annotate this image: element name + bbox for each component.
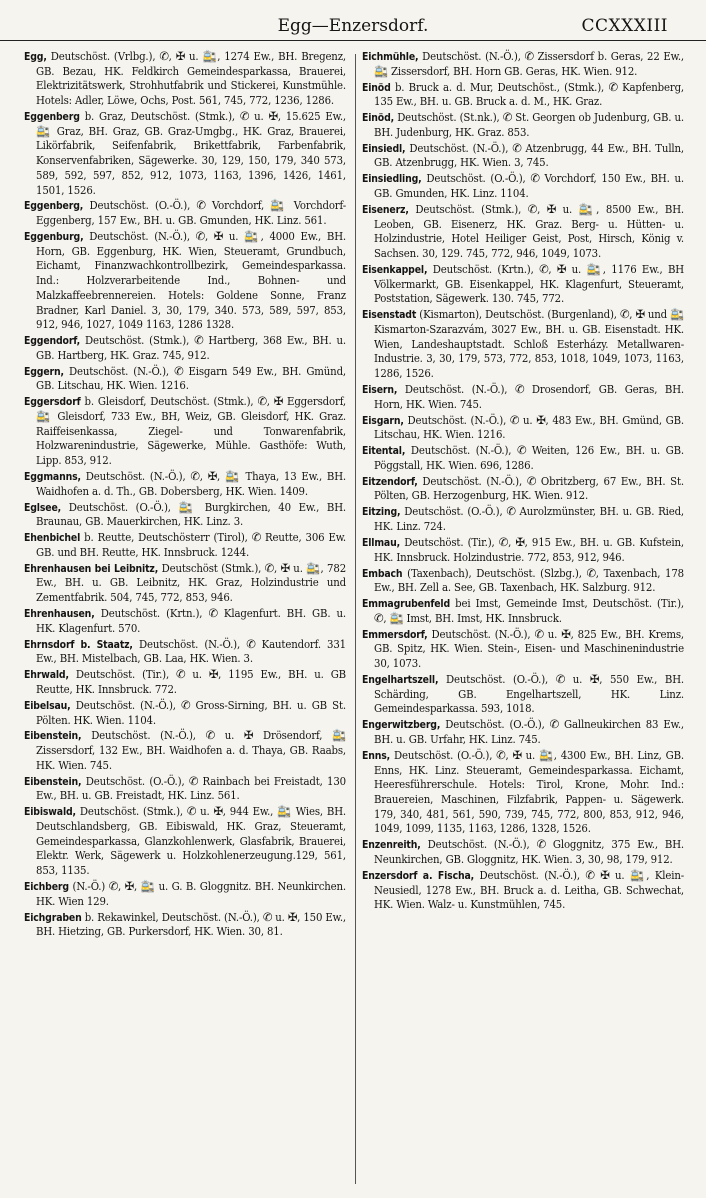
entry-heading: Engerwitzberg, (362, 719, 441, 732)
entry-heading: Einsiedling, (362, 173, 422, 186)
gazetteer-entry (362, 111, 684, 140)
gazetteer-entry (362, 628, 684, 672)
gazetteer-entry (24, 395, 346, 469)
entry-text: Deutschöst. (O.-Ö.), ✆ Rainbach bei Freistadt, 130 Ew., BH. u. GB. Freistadt, HK. Linz. 561. (36, 774, 346, 803)
entry-heading: Eisenstadt (362, 309, 417, 322)
entry-heading: Ellmau, (362, 536, 400, 549)
entry-text: Deutschöst. (N.-Ö.), ✆ Gloggnitz, 375 Ew., BH. Neunkirchen, GB. Gloggnitz, HK. Wien. 3, 30, 98, 179, 912. (374, 838, 684, 867)
entry-heading: Eggmanns, (24, 471, 81, 483)
entry-heading: Engelhartszell, (362, 674, 439, 687)
entry-heading: Ehrwald, (24, 669, 69, 682)
gazetteer-entry (24, 911, 346, 940)
entry-text: Deutschöst. (N.-Ö.), ✆ Weiten, 126 Ew., BH. u. GB. Pöggstall, HK. Wien. 696, 1286. (374, 444, 685, 472)
entry-text: Deutschöst. (O.-Ö.), ✆ u. ✠, 550 Ew., BH. Schärding, GB. Engelhartszell, HK. Linz. Gemeindesparkassa. 593, 1018. (374, 673, 685, 716)
gazetteer-entry (24, 230, 346, 333)
entry-heading: Eggendorf, (24, 335, 81, 348)
entry-text: b. Gleisdorf, Deutschöst. (Stmk.), ✆, ✠ Eggersdorf, 🚉 Gleisdorf, 733 Ew., BH, Weiz, GB. Gleisdorf, HK. Graz. Raiffeisenkassa, Ziegel- und Tonwarenfabrik, Holzwarenindustrie, Sägewerke, Mühle. Gasthöfe: Wuth, Lipp. 853, 912. (36, 395, 346, 468)
entry-heading: Eggern, (24, 365, 64, 378)
entry-text: Deutschöst. (Tir.), ✆, ✠, 915 Ew., BH. u. GB. Kufstein, HK. Innsbruck. Holzindustrie. 772, 853, 912, 946. (374, 535, 684, 564)
entry-heading: Eibelsau, (24, 699, 71, 712)
entry-text: Deutschöst. (N.-Ö.), ✆ Zissersdorf b. Geras, 22 Ew., 🚉 Zissersdorf, BH. Horn GB. Geras, HK. Wien. 912. (374, 50, 685, 78)
gazetteer-entry (362, 172, 684, 201)
entry-heading: Einsiedl, (362, 142, 406, 155)
text-columns (24, 50, 692, 1190)
gazetteer-entry (24, 199, 346, 228)
entry-text: bei Imst, Gemeinde Imst, Deutschöst. (Tir.), ✆, 🚉 Imst, BH. Imst, HK. Innsbruck. (374, 597, 685, 625)
gazetteer-entry (24, 365, 346, 394)
gazetteer-entry (24, 50, 346, 109)
gazetteer-entry (362, 383, 684, 412)
entry-heading: Eibiswald, (24, 806, 76, 819)
entry-text: (Kismarton), Deutschöst. (Burgenland), ✆, ✠ und 🚉 Kismarton-Szarazvám, 3027 Ew., BH. u. GB. Eisenstadt. HK. Wien, Landeshauptstadt. Schloß Esterházy. Metallwaren-Industrie. 3, 30, 179, 573, 772, 853, 1018, 1049, 1073, 1163, 1286, 1526. (374, 308, 685, 381)
entry-text: Deutschöst. (N.-Ö.), ✆ u. ✠ Drösendorf, 🚉 Zissersdorf, 132 Ew., BH. Waidhofen a. d. Thaya, GB. Raabs, HK. Wien. 745. (36, 729, 346, 772)
entry-text: Deutschöst. (Stmk.), ✆ u. ✠, 944 Ew., 🚉 Wies, BH. Deutschlandsberg, GB. Eibiswald, HK. Graz, Steueramt, Gemeindesparkassa, Glanzkohlenwerk, Glasfabrik, Brauerei, Elektr. Werk, Sägewerk u. Holzkohlenerzeugung.129, 561, 853, 1135. (36, 805, 346, 878)
entry-heading: Ehenbichel (24, 532, 81, 545)
entry-text: Deutschöst. (N.-Ö.), ✆ Obritzberg, 67 Ew., BH. St. Pölten, GB. Herzogenburg, HK. Wien. 912. (374, 474, 684, 503)
entry-text: Deutschöst. (N.-Ö.), ✆ u. ✠, 483 Ew., BH. Gmünd, GB. Litschau, HK. Wien. 1216. (374, 413, 685, 442)
gazetteer-entry (24, 562, 346, 606)
entry-text: Deutschöst. (N.-Ö.), ✆ Atzenbrugg, 44 Ew., BH. Tulln, GB. Atzenbrugg, HK. Wien. 3, 745. (374, 141, 684, 170)
entry-heading: Eitzendorf, (362, 475, 418, 488)
gazetteer-entry (362, 414, 684, 443)
gazetteer-entry (24, 729, 346, 773)
entry-text: Deutschöst. (N.-Ö.), ✆, ✠, 🚉 Thaya, 13 Ew., BH. Waidhofen a. d. Th., GB. Dobersberg, HK. Wien. 1409. (36, 470, 346, 498)
entry-heading: Enzersdorf a. Fischa, (362, 869, 475, 882)
gazetteer-entry (362, 597, 684, 626)
entry-heading: Eitzing, (362, 506, 401, 519)
gazetteer-entry (362, 81, 684, 110)
entry-text: Deutschöst. (O.-Ö.), ✆ Gallneukirchen 83 Ew., BH. u. GB. Urfahr, HK. Linz. 745. (374, 718, 684, 747)
entry-text: Deutschöst. (O.-Ö.), ✆ Vorchdorf, 150 Ew., BH. u. GB. Gmunden, HK. Linz. 1104. (374, 172, 684, 201)
gazetteer-entry (362, 673, 684, 717)
entry-text: (N.-Ö.) ✆, ✠, 🚉 u. G. B. Gloggnitz. BH. Neunkirchen. HK. Wien 129. (36, 880, 347, 908)
entry-heading: Eisern, (362, 383, 398, 396)
gazetteer-entry (24, 531, 346, 560)
gazetteer-entry (24, 470, 346, 499)
gazetteer-entry (362, 838, 684, 867)
entry-text: Deutschöst. (O.-Ö.), 🚉 Burgkirchen, 40 Ew., BH. Braunau, GB. Mauerkirchen, HK. Linz. 3. (36, 500, 346, 529)
gazetteer-entry (362, 308, 684, 382)
entry-text: Deutschöst. (O.-Ö.), ✆ Vorchdorf, 🚉 Vorchdorf-Eggenberg, 157 Ew., BH. u. GB. Gmunden, HK. Linz. 561. (36, 199, 347, 228)
gazetteer-entry (362, 718, 684, 747)
entry-heading: Eibenstein, (24, 775, 82, 788)
entry-heading: Eibenstein, (24, 730, 82, 743)
gazetteer-entry (24, 607, 346, 636)
entry-text: b. Graz, Deutschöst. (Stmk.), ✆ u. ✠, 15.625 Ew., 🚉 Graz, BH. Graz, GB. Graz-Umgbg., HK. Graz, Brauerei, Likörfabrik, Seifenfabrik, Brikettfabrik, Farbenfabrik, Konservenfabriken, Sägewerke. 30, 129, 150, 179, 340 573, 589, 592, 597, 852, 912, 1073, 1163, 1396, 1426, 1461, 1501, 1526. (36, 110, 346, 197)
entry-heading: Eichgraben (24, 911, 82, 924)
gazetteer-entry (24, 699, 346, 728)
entry-text: Deutschöst. (Stmk.), ✆ Hartberg, 368 Ew., BH. u. GB. Hartberg, HK. Graz. 745, 912. (36, 334, 346, 362)
entry-heading: Ehrenhausen bei Leibnitz, (24, 562, 159, 575)
gazetteer-entry (24, 880, 346, 909)
page-number: CCXXXIII (581, 16, 668, 36)
entry-heading: Emmagrubenfeld (362, 598, 451, 611)
entry-heading: Eisgarn, (362, 414, 404, 427)
entry-heading: Eggersdorf (24, 396, 81, 409)
page-header (0, 14, 706, 41)
entry-text: (Taxenbach), Deutschöst. (Slzbg.), ✆, Taxenbach, 178 Ew., BH. Zell a. See, GB. Taxenbach, HK. Salzburg. 912. (374, 566, 684, 595)
entry-text: Deutschöst. (O.-Ö.), ✆, ✠ u. 🚉, 4300 Ew., BH. Linz, GB. Enns, HK. Linz. Steueramt, Gemeindesparkassa. Eichamt, Heeresführerschule. Hotels: Tirol, Krone, Mohr. Ind.: Brauereien, Maschinen, Filzfabrik, Pappen- u. Sägewerk. 179, 340, 481, 561, 590, 739, 745, 772, 800, 853, 912, 946, 1049, 1099, 1135, 1163, 1286, 1328, 1526. (374, 748, 684, 836)
entry-heading: Emmersdorf, (362, 628, 428, 641)
entry-text: Deutschöst. (Vrlbg.), ✆, ✠ u. 🚉, 1274 Ew., BH. Bregenz, GB. Bezau, HK. Feldkirch Gemeindesparkassa, Brauerei, Elektrizitätswerk, Strohhutfabrik und Stickerei, Kunstmühle. Hotels: Adler, Löwe, Ochs, Post. 561, 745, 772, 1236, 1286. (36, 50, 346, 108)
entry-text: Deutschöst (Stmk.), ✆, ✠ u. 🚉, 782 Ew., BH. u. GB. Leibnitz, HK. Graz, Holzindustrie und Zementfabrik. 504, 745, 772, 853, 946. (36, 561, 347, 605)
column-divider (355, 54, 356, 1184)
entry-text: Deutschöst. (N.-Ö.), ✆ u. ✠, 825 Ew., BH. Krems, GB. Spitz, HK. Wien. Stein-, Eisen- und Maschinenindustrie 30, 1073. (374, 627, 685, 671)
entry-heading: Ehrenhausen, (24, 608, 95, 621)
entry-heading: Eisenerz, (362, 203, 409, 216)
gazetteer-entry (362, 869, 684, 913)
gazetteer-entry (362, 749, 684, 837)
right-column (362, 50, 684, 914)
entry-text: b. Reutte, Deutschösterr (Tirol), ✆ Reutte, 306 Ew. GB. und BH. Reutte, HK. Innsbruck. 1244. (36, 531, 347, 559)
gazetteer-entry (362, 203, 684, 262)
gazetteer-entry (24, 110, 346, 198)
entry-heading: Eggenberg, (24, 200, 84, 213)
entry-text: b. Bruck a. d. Mur, Deutschöst., (Stmk.), ✆ Kapfenberg, 135 Ew., BH. u. GB. Bruck a. d. M., HK. Graz. (374, 80, 684, 109)
entry-heading: Enzenreith, (362, 839, 421, 852)
entry-heading: Eichberg (24, 881, 69, 894)
gazetteer-entry (24, 334, 346, 363)
gazetteer-entry (24, 805, 346, 879)
entry-text: Deutschöst. (N.-Ö.), ✆ ✠ u. 🚉, Klein-Neusiedl, 1278 Ew., BH. Bruck a. d. Leitha, GB. Schwechat, HK. Wien. Walz- u. Kunstmühlen, 745. (374, 868, 684, 912)
entry-heading: Eisenkappel, (362, 263, 428, 276)
entry-heading: Eitental, (362, 445, 406, 458)
gazetteer-entry (362, 567, 684, 596)
gazetteer-entry (362, 50, 684, 79)
entry-text: Deutschöst. (Stmk.), ✆, ✠ u. 🚉, 8500 Ew., BH. Leoben, GB. Eisenerz, HK. Graz. Berg- u. Hütten- u. Holzindustrie, Hotel Heiliger Geist, Post, Hirsch, König v. Sachsen. 30, 129. 745, 772, 946, 1049, 1073. (374, 202, 684, 261)
entry-text: b. Rekawinkel, Deutschöst. (N.-Ö.), ✆ u. ✠, 150 Ew., BH. Hietzing, GB. Purkersdorf, HK. Wien. 30, 81. (36, 910, 346, 939)
gazetteer-entry (362, 263, 684, 307)
entry-heading: Ehrnsdorf b. Staatz, (24, 638, 133, 651)
gazetteer-entry (362, 536, 684, 565)
entry-heading: Eglsee, (24, 501, 62, 514)
entry-heading: Eichmühle, (362, 51, 419, 63)
entry-text: Deutschöst. (N.-Ö.), ✆ Gross-Sirning, BH. u. GB St. Pölten. HK. Wien. 1104. (36, 698, 347, 727)
page-title: Egg—Enzersdorf. (277, 16, 429, 36)
entry-heading: Einöd (362, 81, 391, 94)
left-column (24, 50, 346, 941)
entry-text: Deutschöst. (O.-Ö.), ✆ Aurolzmünster, BH. u. GB. Ried, HK. Linz. 724. (374, 505, 685, 534)
gazetteer-entry (362, 505, 684, 534)
entry-heading: Embach (362, 567, 403, 580)
entry-heading: Eggenberg (24, 111, 80, 123)
entry-text: Deutschöst. (Krtn.), ✆ Klagenfurt. BH. GB. u. HK. Klagenfurt. 570. (36, 607, 346, 635)
entry-heading: Einöd, (362, 112, 395, 125)
entry-text: Deutschöst. (N.-Ö.), ✆ Kautendorf. 331 Ew., BH. Mistelbach, GB. Laa, HK. Wien. 3. (36, 637, 346, 666)
entry-text: Deutschöst. (St.nk.), ✆ St. Georgen ob Judenburg, GB. u. BH. Judenburg, HK. Graz. 853. (374, 111, 684, 139)
gazetteer-entry (24, 501, 346, 530)
gazetteer-entry (362, 444, 684, 473)
gazetteer-entry (24, 668, 346, 697)
gazetteer-entry (362, 142, 684, 171)
gazetteer-entry (24, 775, 346, 804)
entry-heading: Egg, (24, 51, 47, 63)
entry-text: Deutschöst. (N.-Ö.), ✆ Drosendorf, GB. Geras, BH. Horn, HK. Wien. 745. (374, 382, 684, 411)
entry-text: Deutschöst. (N.-Ö.), ✆ Eisgarn 549 Ew., BH. Gmünd, GB. Litschau, HK. Wien. 1216. (36, 364, 347, 393)
gazetteer-entry (362, 475, 684, 504)
entry-heading: Eggenburg, (24, 231, 84, 243)
entry-heading: Enns, (362, 749, 391, 762)
entry-text: Deutschöst. (Krtn.), ✆, ✠ u. 🚉, 1176 Ew., BH Völkermarkt, GB. Eisenkappel, HK. Klagenfurt, Steueramt, Poststation, Sägewerk. 130. 745, 772. (374, 262, 685, 306)
entry-text: Deutschöst. (Tir.), ✆ u. ✠, 1195 Ew., BH. u. GB Reutte, HK. Innsbruck. 772. (36, 668, 346, 696)
gazetteer-entry (24, 638, 346, 667)
entry-text: Deutschöst. (N.-Ö.), ✆, ✠ u. 🚉, 4000 Ew., BH. Horn, GB. Eggenburg, HK. Wien, Steueramt, Grundbuch, Eichamt, Finanzwachkontrollbezirk, Gemeindesparkassa. Ind.: Holzverarbeitende Ind., Bohnen- und Malzkaffeebrennereien. Hotels: Goldene Sonne, Franz Bradner, Karl Daniel. 3, 30, 179, 340. 573, 589, 597, 853, 912, 946, 1027, 1049 1163, 1286 1328. (36, 230, 346, 332)
